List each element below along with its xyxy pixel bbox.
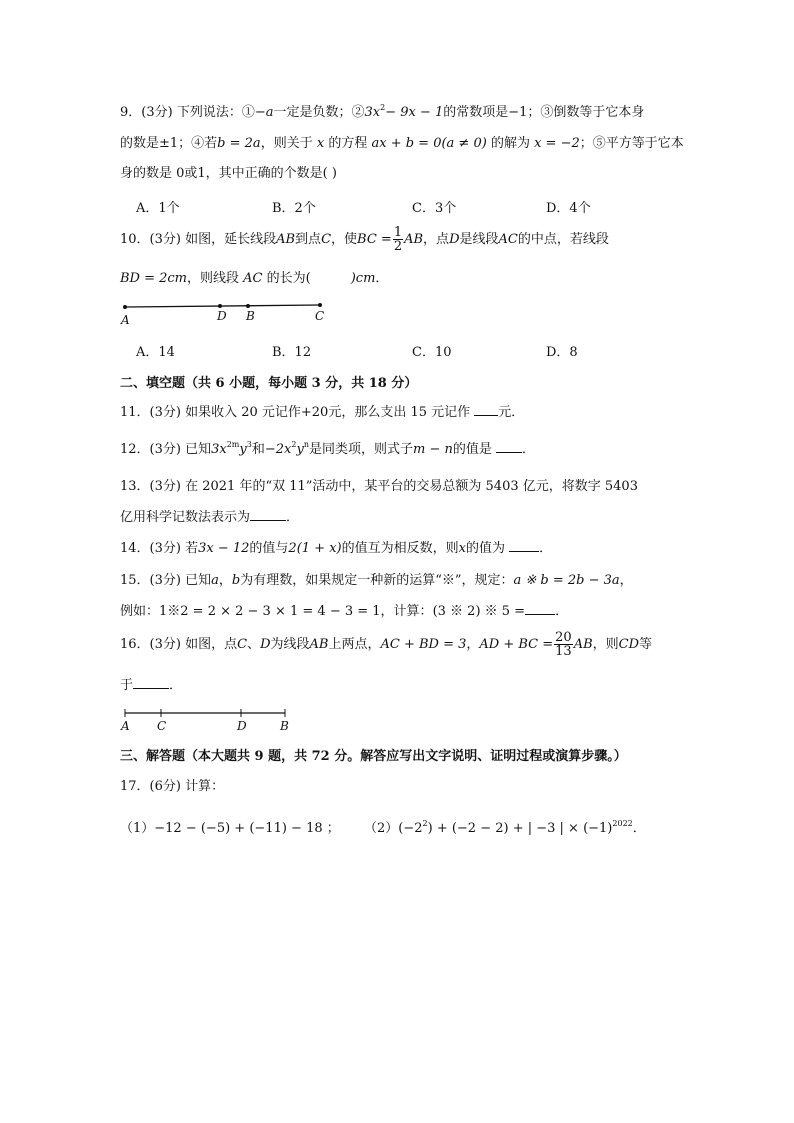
q16-expr: AB: [309, 637, 329, 652]
q9-expr: b = 2a: [217, 136, 261, 151]
q14-text: 14．(3分) 若: [120, 541, 199, 556]
q16-text: 等: [639, 637, 653, 652]
q9-exponent: 2: [380, 103, 386, 112]
q16-fraction: [554, 631, 573, 658]
q9-text: 的解为: [490, 136, 530, 151]
q10-text: 的长为(: [266, 271, 311, 286]
section-2-heading: 二、填空题（共 6 小题，每小题 3 分，共 18 分）: [120, 376, 418, 391]
q12-exponent: 2m: [226, 440, 240, 449]
q9-text: 的数是±1；④若: [120, 136, 218, 151]
q10-fraction: [393, 226, 403, 253]
q9-text: 的常数项是−1；③倒数等于它本身: [443, 105, 645, 120]
q10-text: 10．(3分) 如图，延长线段: [120, 232, 277, 247]
fraction-denominator: 2: [393, 239, 403, 254]
q9-option-a: A．1个: [136, 201, 180, 216]
q10-expr: AC: [243, 271, 263, 286]
point-a: [123, 305, 127, 309]
q11: [120, 404, 524, 422]
fraction-denominator: 13: [555, 644, 572, 659]
q14-expr: 3x − 12: [198, 541, 250, 556]
q17-exponent: 2022: [612, 819, 633, 828]
q9-line-1: [120, 104, 644, 122]
q11-text: 元．: [498, 405, 525, 420]
q10-text: ，则线段: [187, 271, 240, 286]
q17-expr: ) + (−2 − 2) + | −3 | × (−1): [427, 821, 613, 836]
q9-expr: x = −2: [534, 136, 580, 151]
q10-text: ，使: [331, 232, 358, 247]
q15-expr: b: [231, 573, 241, 588]
q11-text: 11．(3分) 如果收入 20 元记作+20元，那么支出 15 元记作: [120, 405, 471, 420]
q16-text: 16．(3分) 如图，点: [120, 637, 238, 652]
q15-line-1: [120, 572, 633, 590]
q15-line-2: [120, 603, 568, 621]
q12-exponent: 3: [246, 440, 252, 449]
q16-text: ，: [466, 637, 480, 652]
q12-expr: m − n: [412, 442, 453, 457]
q13-text: 亿用科学记数法表示为: [120, 510, 251, 525]
answer-blank: [496, 452, 522, 453]
q12-text: ．: [522, 442, 536, 457]
q12-text: 12．(3分) 已知: [120, 442, 212, 457]
q10-text: 的中点，若线段: [517, 232, 609, 247]
q9-option-b: B．2个: [272, 201, 316, 216]
fraction-numerator: 1: [393, 225, 403, 240]
q12-expr: y: [296, 442, 304, 457]
point-c: [318, 303, 322, 307]
q15-expr: (3 ※ 2) ※ 5 =: [432, 604, 526, 619]
q14-text: 的值为: [465, 541, 505, 556]
q17-head: 17．(6分) 计算：: [120, 779, 225, 794]
q9-expr: − 9x − 1: [385, 105, 444, 120]
q10-expr: D: [449, 232, 460, 247]
q9-expr: x: [316, 136, 325, 151]
q16-line-2: [120, 677, 182, 695]
q10-expr: AB: [404, 232, 424, 247]
q17-text: ．: [632, 821, 646, 836]
q12-expr: y: [239, 442, 247, 457]
answer-blank: [250, 520, 286, 521]
label-c: C: [157, 719, 167, 733]
answer-blank: [525, 614, 555, 615]
q17-expr: （2）(−2: [364, 821, 423, 836]
q15-text: ，: [619, 573, 633, 588]
q12-text: 的值是: [452, 442, 492, 457]
q10-expr: )cm: [350, 271, 376, 286]
q10-line-1: [120, 226, 609, 253]
q12-text: 是同类项，则式子: [308, 442, 413, 457]
q9-expr: 3x: [364, 105, 381, 120]
q9-text: 一定是负数；②: [273, 105, 365, 120]
q16-text: 、: [247, 637, 261, 652]
label-d: D: [217, 309, 227, 323]
q15-text: ，: [218, 573, 232, 588]
q9-text: ；⑤平方等于它本: [579, 136, 684, 151]
q16-text: ，则: [592, 637, 619, 652]
q9-option-c: C．3个: [412, 201, 457, 216]
q10-expr: AC: [498, 232, 518, 247]
q16-line-1: [120, 631, 652, 658]
q12-expr: −2x: [264, 442, 292, 457]
answer-blank: [133, 688, 169, 689]
q10-expr: BD = 2cm: [120, 271, 188, 286]
q10-expr: AB: [276, 232, 296, 247]
q10-segment-figure: [115, 298, 335, 328]
q12-exponent: 2: [291, 440, 297, 449]
q16-segment-figure: [115, 705, 305, 735]
segment-line: [125, 305, 320, 307]
q10-option-b: B．12: [272, 345, 312, 360]
answer-blank: [474, 415, 498, 416]
q14-text: ．: [539, 541, 553, 556]
q15-text: ，计算：: [380, 604, 433, 619]
q16-text: 上两点，: [328, 637, 381, 652]
q10-option-a: A．14: [136, 345, 175, 360]
q10-expr: C: [321, 232, 332, 247]
q10-option-c: C．10: [412, 345, 452, 360]
q9-option-d: D．4个: [546, 201, 591, 216]
label-d: D: [237, 719, 247, 733]
q10-expr: BC =: [357, 232, 392, 247]
q16-text: 为线段: [270, 637, 310, 652]
q12-expr: 3x: [211, 442, 227, 457]
q10-text: 是线段: [459, 232, 499, 247]
label-c: C: [315, 309, 325, 323]
q10-line-2: [120, 270, 388, 288]
q15-text: 15．(3分) 已知: [120, 573, 212, 588]
label-a: A: [121, 719, 130, 733]
q9-line-2: [120, 135, 684, 153]
q10-option-d: D．8: [546, 345, 578, 360]
point-b: [246, 304, 250, 308]
q15-expr: a ※ b = 2b − 3a: [513, 573, 620, 588]
q13-line-1: 13．(3分) 在 2021 年的“双 11”活动中，某平台的交易总额为 5403 亿元，将数字 5403: [120, 479, 638, 494]
q16-text: ．: [169, 678, 183, 693]
q16-expr: D: [260, 637, 271, 652]
q16-expr: C: [237, 637, 248, 652]
q16-expr: AC + BD = 3: [380, 637, 467, 652]
q9-expr: −a: [254, 105, 274, 120]
q9-expr: ax + b = 0(a ≠ 0): [371, 136, 487, 151]
q17-part-1: （1）−12 − (−5) + (−11) − 18 ；: [120, 821, 340, 836]
q17-exponent: 2: [422, 819, 428, 828]
q10-text: 到点: [295, 232, 322, 247]
q16-text: 于: [120, 678, 134, 693]
q13-text: ．: [286, 510, 300, 525]
answer-blank: [509, 551, 539, 552]
q17-part-2: [364, 817, 646, 836]
point-d: [218, 304, 222, 308]
q15-text: ．: [555, 604, 569, 619]
q9-line-3: 身的数是 0或1，其中正确的个数是( ): [120, 166, 337, 181]
q9-text: ，则关于: [260, 136, 313, 151]
q12-text: 和: [251, 442, 265, 457]
q16-expr: AD + BC =: [479, 637, 554, 652]
label-a: A: [121, 313, 130, 327]
q14-text: 的值与: [249, 541, 289, 556]
fraction-numerator: 20: [555, 630, 572, 645]
q14-text: 的值互为相反数，则: [341, 541, 459, 556]
q14-expr: 2(1 + x): [288, 541, 342, 556]
q12-exponent: n: [303, 440, 309, 449]
q15-text: 为有理数，如果规定一种新的运算“※”，规定：: [240, 573, 514, 588]
q14: [120, 540, 552, 558]
q10-text: ，点: [423, 232, 450, 247]
q9-text: 的方程: [328, 136, 368, 151]
q13-line-2: [120, 509, 299, 527]
q9-text: 9．(3分) 下列说法：①: [120, 105, 255, 120]
q16-expr: CD: [618, 637, 640, 652]
q10-text: ．: [375, 271, 389, 286]
q15-expr: a: [211, 573, 219, 588]
label-b: B: [246, 309, 255, 323]
q14-expr: x: [458, 541, 466, 556]
q16-expr: AB: [573, 637, 593, 652]
label-b: B: [280, 719, 289, 733]
q12: [120, 441, 535, 459]
q15-text: 例如：1※2 = 2 × 2 − 3 × 1 = 4 − 3 = 1: [120, 604, 381, 619]
section-3-heading: 三、解答题（本大题共 9 题，共 72 分。解答应写出文字说明、证明过程或演算步骤。）: [120, 749, 627, 764]
